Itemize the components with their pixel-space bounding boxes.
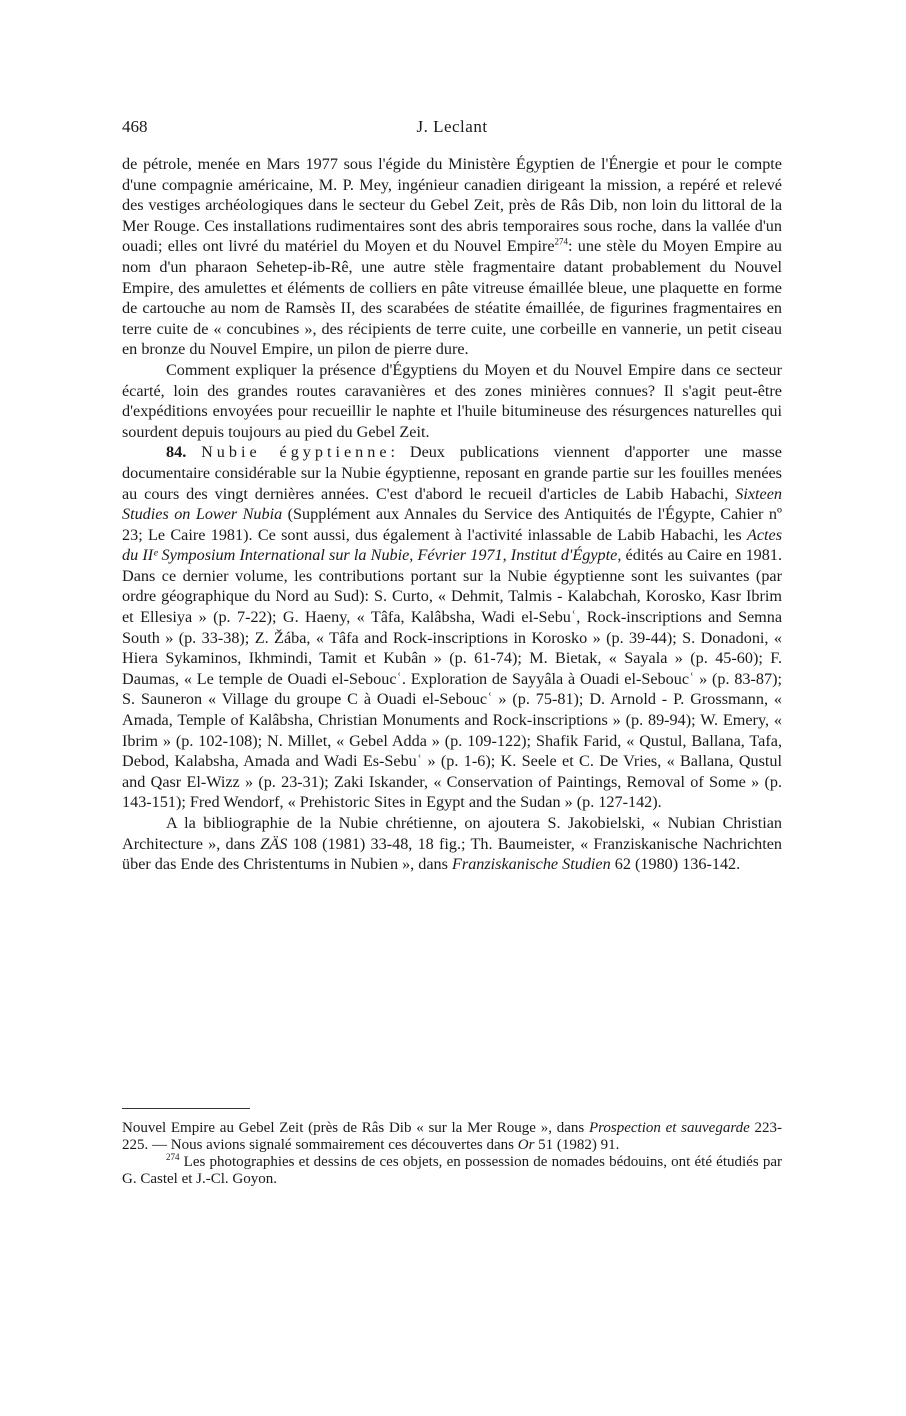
footnote-ref-274: 274 xyxy=(554,236,569,247)
footnote-continuation-text-a: Nouvel Empire au Gebel Zeit (près de Râs Dib « sur la Mer Rouge », dans xyxy=(122,1120,589,1136)
paragraph-4 xyxy=(122,813,782,875)
footnote-journal-or: Or xyxy=(517,1137,535,1153)
paragraph-4-text-c: 62 (1980) 136-142. xyxy=(610,855,741,874)
footnote-continuation xyxy=(122,1120,782,1154)
footnote-continuation-text-b: 223-225. — Nous avions signalé sommairement ces découvertes dans xyxy=(122,1120,782,1153)
paragraph-4-text-a: A la bibliographie de la Nubie chrétienne, on ajoutera S. Jakobielski, « Nubian Christian Architecture », dans xyxy=(122,814,782,853)
paragraph-1-text-b: : une stèle du Moyen Empire au nom d'un pharaon Sehetep-ib-Rê, une autre stèle fragmentaire datant probablement du Nouvel Empire, des amulettes et éléments de colliers en pâte vitreuse émaillée bleue, une plaquette en forme de cartouche au nom de Ramsès II, des scarabées de stéatite émaillée, de figurines fragmentaires en terre cuite de « concubines », des récipients de terre cuite, une corbeille en vannerie, un petit ciseau en bronze du Nouvel Empire, un pilon de pierre dure. xyxy=(122,237,782,359)
footnote-274-number: 274 xyxy=(166,1152,180,1162)
book-title-actes-symposium: Actes du IIᵉ Symposium International sur la Nubie, Février 1971, Institut d'Égypte, xyxy=(122,525,782,565)
section-number: 84. xyxy=(166,443,187,462)
paragraph-2: Comment expliquer la présence d'Égyptiens du Moyen et du Nouvel Empire dans ce secteur écarté, loin des grandes routes caravanières et des zones minières connues? Il s'agit peut-être d'expéditions envoyées pour recueillir le naphte et l'huile bitumineuse des résurgences naturelles qui sourdent depuis toujours au pied du Gebel Zeit. xyxy=(122,360,782,441)
section-title: Nubie égyptienne xyxy=(201,443,391,462)
footnotes xyxy=(122,1120,782,1188)
main-text xyxy=(122,154,782,875)
journal-franziskanische-studien: Franziskanische Studien xyxy=(452,855,611,874)
page-header xyxy=(122,117,782,141)
paragraph-3 xyxy=(122,442,782,813)
paragraph-3-text-c: édités au Caire en 1981. Dans ce dernier volume, les contributions portant sur la Nubie égyptienne sont les suivantes (par ordre géographique du Nord au Sud): S. Curto, « Dehmit, Talmis - Kalabchah, Korosko, Kasr Ibrim et Ellesiya » (p. 7-22); G. Haeny, « Tâfa, Kalâbsha, Wadi el-Sebuʿ, Rock-inscriptions and Semna South » (p. 33-38); Z. Žába, « Tâfa and Rock-inscriptions in Korosko » (p. 39-44); S. Donadoni, « Hiera Sykaminos, Ikhmindi, Tamit et Kubân » (p. 61-74); M. Bietak, « Sayala » (p. 45-60); F. Daumas, « Le temple de Ouadi el-Seboucʿ. Exploration de Sayyâla à Ouadi el-Seboucʿ » (p. 83-87); S. Sauneron « Village du groupe C à Ouadi el-Seboucʿ » (p. 75-81); D. Arnold - P. Grossmann, « Amada, Temple of Kalâbsha, Christian Monuments and Rock-inscriptions » (p. 89-94); W. Emery, « Ibrim » (p. 102-108); N. Millet, « Gebel Adda » (p. 109-122); Shafik Farid, « Qustul, Ballana, Tafa, Debod, Kalabsha, Amada and Wadi Es-Sebuʿ » (p. 1-6); K. Seele et C. De Vries, « Ballana, Qustul and Qasr El-Wizz » (p. 23-31); Zaki Iskander, « Conservation of Paintings, Removal of Some » (p. 143-151); Fred Wendorf, « Prehistoric Sites in Egypt and the Sudan » (p. 127-142). xyxy=(122,546,782,812)
paragraph-3-text-a: : Deux publications viennent d'apporter une masse documentaire considérable sur la Nubie égyptienne, reposant en grande partie sur les fouilles menées au cours des vingt dernières années. C'est d'abord le recueil d'articles de Labib Habachi, xyxy=(122,443,782,503)
footnote-continuation-text-c: 51 (1982) 91. xyxy=(534,1137,620,1153)
footnote-title-prospection: Prospection et sauvegarde xyxy=(588,1120,750,1136)
journal-zas: ZÄS xyxy=(260,834,288,853)
paragraph-1-text-a: de pétrole, menée en Mars 1977 sous l'égide du Ministère Égyptien de l'Énergie et pour le compte d'une compagnie américaine, M. P. Mey, ingénieur canadien dirigeant la mission, a repéré et relevé des vestiges archéologiques dans le secteur du Gebel Zeit, près de Râs Dib, non loin du littoral de la Mer Rouge. Ces installations rudimentaires sont des abris temporaires sous roche, dans la vallée d'un ouadi; elles ont livré du matériel du Moyen et du Nouvel Empire xyxy=(122,155,782,256)
paragraph-3-text-b: (Supplément aux Annales du Service des Antiquités de l'Égypte, Cahier nº 23; Le Caire 1981). Ce sont aussi, dus également à l'activité inlassable de Labib Habachi, les xyxy=(122,505,782,544)
book-title-sixteen-studies: Sixteen Studies on Lower Nubia xyxy=(122,484,782,524)
footnote-divider xyxy=(122,1108,250,1109)
page-number: 468 xyxy=(122,117,148,136)
footnote-274-text: Les photographies et dessins de ces objets, en possession de nomades bédouins, ont été étudiés par G. Castel et J.-Cl. Goyon. xyxy=(122,1154,782,1187)
running-title: J. Leclant xyxy=(416,117,488,136)
paragraph-1 xyxy=(122,154,782,360)
paragraph-4-text-b: 108 (1981) 33-48, 18 fig.; Th. Baumeister, « Franziskanische Nachrichten über das Ende des Christentums in Nubien », dans xyxy=(122,834,783,874)
footnote-274 xyxy=(122,1154,782,1188)
